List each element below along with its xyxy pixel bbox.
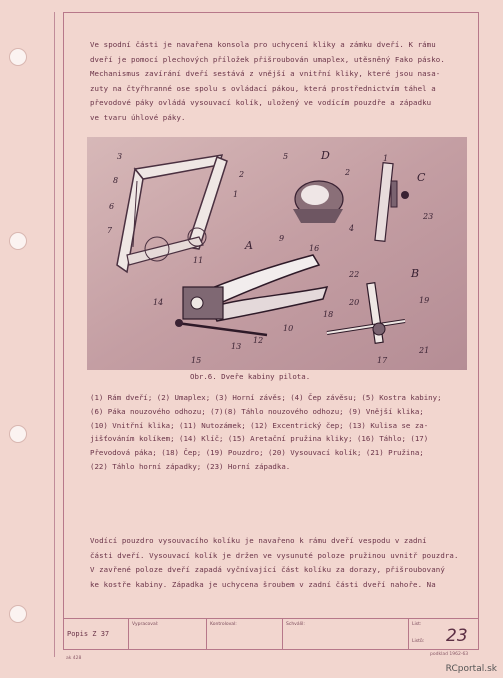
label-1b: 1 [383,154,389,163]
label-B: B [411,267,420,280]
doc-name: Popis Z 37 [67,630,110,638]
label-4: 4 [349,224,355,233]
vypracoval-label: Vypracoval: [132,622,159,627]
label-5: 5 [283,152,289,161]
footer-schvalil-cell [283,619,409,650]
punch-hole-4 [9,605,27,623]
label-2a: 2 [239,170,245,179]
label-10: 10 [283,324,294,333]
page-number: 23 [446,626,468,646]
title-block [63,618,479,650]
paragraph-intro: Ve spodní části je navařena konsola pro uchycení kliky a zámku dveří. K rámu dveří je pomocí plechových příložek přišroubován umaplex, utěsněný Fako pásko. Mechanismus zavírání dveří sestává z vnější a vnitřní kliky, které jsou nasa- zuty na čtyřhranné ose spolu s ovládací pákou, která prostřednictvím táhel a převodové páky ovládá vysouvací kolík, uložený ve vodícím pouzdře a západku ve tvaru úhlové páky. [90,40,445,122]
listu-label: Listů: [412,639,425,644]
label-3: 3 [117,152,123,161]
label-8: 8 [113,176,119,185]
punch-hole-3 [9,425,27,443]
list-label: List: [412,622,422,627]
kontroloval-label: Kontroloval: [210,622,237,627]
door-mechanism-illustration [87,137,467,370]
right-code: podklad 1962-63 [430,652,469,657]
figure-caption: Obr.6. Dveře kabiny pilota. [190,372,311,381]
margin-rule [54,12,55,657]
watermark: RCportal.sk [445,664,497,674]
punch-hole-2 [9,232,27,250]
label-14: 14 [153,298,164,307]
footer-list-cell [409,619,479,650]
label-20: 20 [349,298,360,307]
label-21: 21 [419,346,430,355]
label-23: 23 [423,212,434,221]
footer-doc-cell [63,619,129,650]
schvalil-label: Schválil: [286,622,305,627]
footer-vypracoval-cell [129,619,207,650]
label-18: 18 [323,310,334,319]
label-17: 17 [377,356,388,365]
label-13: 13 [231,342,242,351]
label-2b: 2 [345,168,351,177]
label-15: 15 [191,356,202,365]
left-code: ak 428 [66,656,82,661]
label-C: C [417,171,426,184]
label-11: 11 [193,256,204,265]
label-6: 6 [109,202,115,211]
label-9: 9 [279,234,285,243]
label-16: 16 [309,244,320,253]
footer-kontroloval-cell [207,619,283,650]
label-22: 22 [349,270,360,279]
label-19: 19 [419,296,430,305]
label-D: D [321,149,330,162]
punch-hole-1 [9,48,27,66]
label-1a: 1 [233,190,239,199]
label-A: A [245,239,253,252]
paragraph-guide-sleeve: Vodící pouzdro vysouvacího kolíku je navařeno k rámu dveří vespodu v zadní části dveří. Vysouvací kolík je držen ve vysunuté poloze pružinou uvnitř pouzdra. V zavřené poloze dveří zapadá vyčnívající část kolíku za dorazy, přišroubovaný ke kostře kabiny. Západka je uchycena šroubem v zadní části dveří nahoře. Na [90,536,459,589]
label-7: 7 [107,226,113,235]
door-mechanism-photo [87,137,467,370]
label-12: 12 [253,336,264,345]
figure-legend: (1) Rám dveří; (2) Umaplex; (3) Horní závěs; (4) Čep závěsu; (5) Kostra kabiny; (6) Páka nouzového odhozu; (7)(8) Táhlo nouzového odhozu; (9) Vnější klika; (10) Vnitřní klika; (11) Nutozámek; (12) Excentrický čep; (13) Kulisa se za- jišťováním kolíkem; (14) Klíč; (15) Aretační pružina kliky; (16) Táhlo; (17) Převodová páka; (18) Čep; (19) Pouzdro; (20) Vysouvací kolík; (21) Pružina; (22) Táhlo horní západky; (23) Horní západka. [90,393,442,471]
